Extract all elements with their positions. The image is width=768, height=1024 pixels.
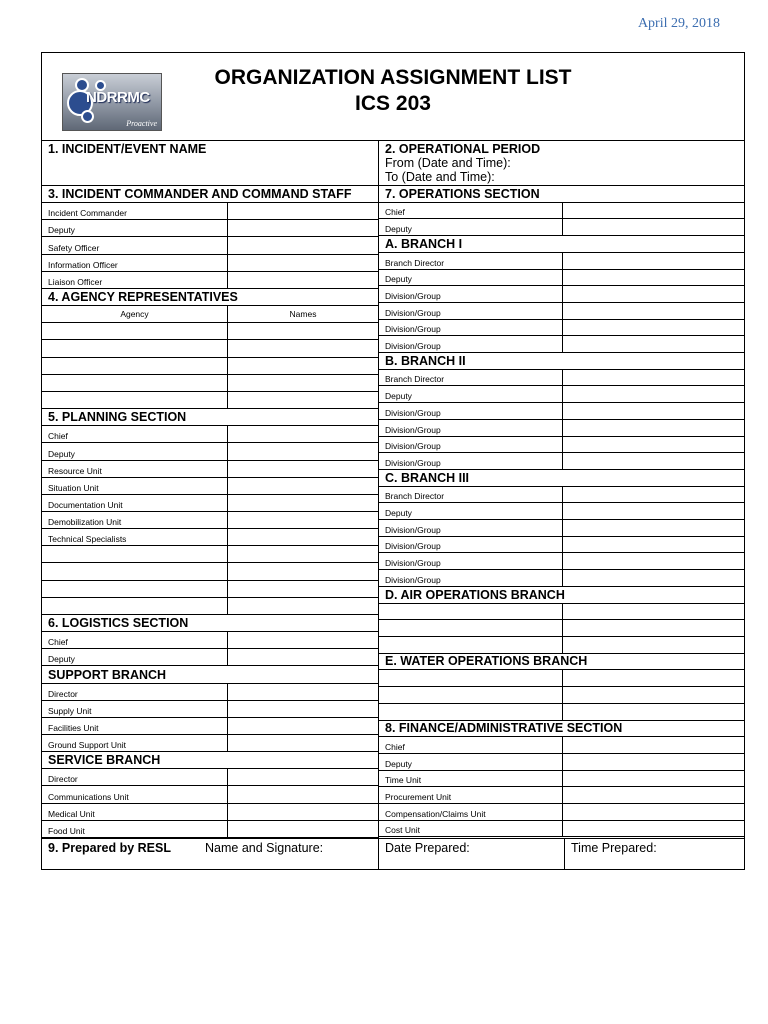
name-input-cell[interactable] (563, 370, 744, 386)
name-input-cell[interactable] (563, 637, 744, 653)
position-label: Division/Group (379, 453, 563, 469)
assignment-row (42, 443, 378, 460)
name-input-cell[interactable] (563, 737, 744, 753)
name-input-cell[interactable] (228, 358, 378, 374)
assignment-row (379, 553, 744, 570)
prepared-by-row (42, 838, 744, 869)
name-input-cell[interactable] (563, 270, 744, 286)
position-label (42, 340, 228, 356)
assignment-row (379, 487, 744, 504)
name-input-cell[interactable] (563, 420, 744, 436)
position-label: Chief (379, 737, 563, 753)
assignment-row (42, 649, 378, 666)
name-input-cell[interactable] (563, 553, 744, 569)
position-label: Resource Unit (42, 461, 228, 477)
name-input-cell[interactable] (563, 303, 744, 319)
assignment-row (379, 620, 744, 637)
name-input-cell[interactable] (228, 426, 378, 442)
right-column (379, 186, 744, 838)
name-input-cell[interactable] (563, 771, 744, 787)
position-label: Division/Group (379, 286, 563, 302)
assignment-row (379, 704, 744, 721)
assignment-row (379, 637, 744, 654)
title-line-1: ORGANIZATION ASSIGNMENT LIST (214, 66, 572, 89)
position-label: Deputy (42, 443, 228, 459)
position-label: Division/Group (379, 420, 563, 436)
name-input-cell[interactable] (228, 718, 378, 734)
name-input-cell[interactable] (563, 537, 744, 553)
assignment-row (379, 420, 744, 437)
name-input-cell[interactable] (228, 529, 378, 545)
name-input-cell[interactable] (228, 546, 378, 562)
position-label: Director (42, 769, 228, 785)
name-input-cell[interactable] (228, 375, 378, 391)
assignment-row (42, 769, 378, 786)
position-label: Deputy (379, 503, 563, 519)
name-input-cell[interactable] (563, 487, 744, 503)
position-label: Food Unit (42, 821, 228, 837)
name-input-cell[interactable] (228, 255, 378, 271)
assignment-row (379, 253, 744, 270)
position-label (379, 604, 563, 620)
section-heading: B. BRANCH II (379, 353, 744, 370)
section-heading: 6. LOGISTICS SECTION (42, 615, 378, 632)
logo-tagline: Proactive (126, 119, 157, 128)
assignment-row (379, 503, 744, 520)
document-date: April 29, 2018 (637, 16, 720, 31)
assignment-row (42, 684, 378, 701)
name-input-cell[interactable] (228, 392, 378, 408)
assignment-row (42, 786, 378, 803)
assignment-row (42, 340, 378, 357)
assignment-row (379, 570, 744, 587)
name-input-cell[interactable] (563, 754, 744, 770)
assignment-row (379, 320, 744, 337)
assignment-row (379, 670, 744, 687)
assignment-row (42, 358, 378, 375)
assignment-row (379, 286, 744, 303)
name-input-cell[interactable] (228, 563, 378, 579)
section-heading: 7. OPERATIONS SECTION (379, 186, 744, 203)
position-label: Chief (379, 203, 563, 219)
assignment-row (42, 392, 378, 409)
position-label (42, 598, 228, 614)
position-label: Demobilization Unit (42, 512, 228, 528)
position-label: Incident Commander (42, 203, 228, 219)
assignment-columns (42, 186, 744, 838)
assignment-row (42, 529, 378, 546)
assignment-row (42, 512, 378, 529)
name-input-cell[interactable] (228, 632, 378, 648)
position-label: Agency (42, 306, 228, 322)
date-prepared-field[interactable]: Date Prepared: (379, 839, 565, 869)
position-label: Chief (42, 632, 228, 648)
position-label: Division/Group (379, 403, 563, 419)
names-column-label: Names (289, 309, 317, 320)
assignment-row (42, 821, 378, 838)
position-label: Division/Group (379, 336, 563, 352)
position-label: Deputy (379, 219, 563, 235)
position-label: Deputy (379, 386, 563, 402)
position-label (42, 375, 228, 391)
assignment-row (42, 426, 378, 443)
assignment-row (379, 771, 744, 788)
name-input-cell[interactable] (563, 503, 744, 519)
section-heading: C. BRANCH III (379, 470, 744, 487)
position-label: Branch Director (379, 487, 563, 503)
assignment-row (42, 272, 378, 289)
name-input-cell[interactable] (228, 323, 378, 339)
assignment-row (379, 537, 744, 554)
assignment-row (42, 495, 378, 512)
name-input-cell[interactable] (563, 704, 744, 720)
position-label: Division/Group (379, 437, 563, 453)
title-line-2: ICS 203 (355, 92, 431, 115)
position-label: Technical Specialists (42, 529, 228, 545)
name-input-cell[interactable] (563, 219, 744, 235)
position-label (379, 670, 563, 686)
name-input-cell[interactable] (228, 769, 378, 785)
position-label: Information Officer (42, 255, 228, 271)
position-label: Liaison Officer (42, 272, 228, 288)
assignment-row (379, 386, 744, 403)
operational-period-to: To (Date and Time): (385, 170, 495, 184)
section-heading: 4. AGENCY REPRESENTATIVES (42, 289, 378, 306)
assignment-row (42, 701, 378, 718)
position-label: Communications Unit (42, 786, 228, 802)
assignment-row (42, 203, 378, 220)
name-input-cell[interactable] (228, 649, 378, 665)
assignment-row (379, 336, 744, 353)
incident-row (42, 141, 744, 186)
prepared-by-label: 9. Prepared by RESL (48, 840, 171, 855)
name-input-cell[interactable] (228, 786, 378, 802)
position-label: Documentation Unit (42, 495, 228, 511)
position-label (42, 581, 228, 597)
name-input-cell[interactable] (228, 203, 378, 219)
position-label (379, 704, 563, 720)
position-label (379, 637, 563, 653)
assignment-row (379, 203, 744, 220)
assignment-row (42, 237, 378, 254)
position-label: Time Unit (379, 771, 563, 787)
form-header (42, 53, 744, 141)
name-input-cell[interactable] (563, 670, 744, 686)
assignment-row (42, 546, 378, 563)
name-input-cell[interactable] (563, 203, 744, 219)
name-input-cell[interactable] (228, 701, 378, 717)
position-label: Safety Officer (42, 237, 228, 253)
assignment-row (42, 563, 378, 580)
name-input-cell[interactable] (228, 581, 378, 597)
name-input-cell[interactable] (228, 684, 378, 700)
operational-period-from: From (Date and Time): (385, 156, 511, 170)
page-title (42, 65, 744, 117)
assignment-row (42, 804, 378, 821)
name-input-cell[interactable] (563, 320, 744, 336)
section-heading: 5. PLANNING SECTION (42, 409, 378, 426)
name-input-cell[interactable] (228, 495, 378, 511)
position-label: Cost Unit (379, 821, 563, 837)
assignment-row (42, 478, 378, 495)
position-label: Director (42, 684, 228, 700)
name-input-cell[interactable] (228, 443, 378, 459)
assignment-row (379, 804, 744, 821)
operational-period-field[interactable] (379, 141, 744, 185)
name-input-cell[interactable] (563, 787, 744, 803)
assignment-row (42, 581, 378, 598)
position-label: Division/Group (379, 520, 563, 536)
name-input-cell[interactable] (563, 687, 744, 703)
position-label: Supply Unit (42, 701, 228, 717)
name-input-cell[interactable] (563, 336, 744, 352)
name-input-cell[interactable] (228, 220, 378, 236)
assignment-row (42, 461, 378, 478)
assignment-row (379, 437, 744, 454)
assignment-row (42, 375, 378, 392)
position-label (379, 620, 563, 636)
assignment-row (42, 718, 378, 735)
name-input-cell[interactable] (228, 821, 378, 837)
position-label: Branch Director (379, 370, 563, 386)
position-label: Division/Group (379, 303, 563, 319)
position-label (42, 563, 228, 579)
section-heading: SUPPORT BRANCH (42, 666, 378, 683)
name-input-cell[interactable] (228, 461, 378, 477)
name-input-cell[interactable] (228, 272, 378, 288)
position-label: Division/Group (379, 320, 563, 336)
assignment-row (379, 370, 744, 387)
assignment-row (42, 632, 378, 649)
name-input-cell[interactable] (228, 598, 378, 614)
name-input-cell[interactable] (563, 437, 744, 453)
section-heading: 8. FINANCE/ADMINISTRATIVE SECTION (379, 721, 744, 738)
position-label: Facilities Unit (42, 718, 228, 734)
assignment-row (42, 220, 378, 237)
name-input-cell[interactable] (228, 804, 378, 820)
position-label: Compensation/Claims Unit (379, 804, 563, 820)
name-input-cell[interactable] (563, 821, 744, 837)
assignment-row (42, 735, 378, 752)
position-label: Situation Unit (42, 478, 228, 494)
assignment-row (379, 821, 744, 838)
position-label: Chief (42, 426, 228, 442)
assignment-row (379, 737, 744, 754)
position-label: Deputy (42, 220, 228, 236)
time-prepared-field[interactable]: Time Prepared: (571, 840, 657, 855)
left-column (42, 186, 379, 838)
section-heading: D. AIR OPERATIONS BRANCH (379, 587, 744, 604)
name-input-cell[interactable] (228, 735, 378, 751)
section-heading: 3. INCIDENT COMMANDER AND COMMAND STAFF (42, 186, 378, 203)
assignment-row (379, 520, 744, 537)
assignment-row (42, 323, 378, 340)
position-label: Deputy (42, 649, 228, 665)
assignment-row (379, 219, 744, 236)
assignment-row (379, 787, 744, 804)
logo-text: NDRRMC (86, 89, 150, 106)
name-input-cell[interactable] (563, 520, 744, 536)
name-input-cell[interactable] (563, 453, 744, 469)
position-label: Medical Unit (42, 804, 228, 820)
operational-period-heading: 2. OPERATIONAL PERIOD (385, 142, 541, 156)
assignment-row (42, 255, 378, 272)
assignment-row (379, 687, 744, 704)
name-input-cell[interactable] (563, 804, 744, 820)
ics-203-form (41, 52, 745, 870)
position-label: Division/Group (379, 553, 563, 569)
position-label: Procurement Unit (379, 787, 563, 803)
position-label: Division/Group (379, 537, 563, 553)
position-label: Deputy (379, 270, 563, 286)
assignment-row (379, 403, 744, 420)
section-heading: A. BRANCH I (379, 236, 744, 253)
assignment-row (379, 754, 744, 771)
position-label (42, 392, 228, 408)
section-heading: E. WATER OPERATIONS BRANCH (379, 654, 744, 671)
position-label: Deputy (379, 754, 563, 770)
agency-header-row (42, 306, 378, 323)
assignment-row (379, 604, 744, 621)
name-input-cell[interactable] (563, 253, 744, 269)
name-input-cell[interactable] (563, 620, 744, 636)
incident-name-field[interactable]: 1. INCIDENT/EVENT NAME (42, 141, 379, 185)
name-input-cell[interactable] (563, 286, 744, 302)
assignment-row (42, 598, 378, 615)
name-input-cell[interactable] (563, 403, 744, 419)
name-input-cell[interactable] (228, 512, 378, 528)
position-label: Division/Group (379, 570, 563, 586)
assignment-row (379, 303, 744, 320)
position-label: Branch Director (379, 253, 563, 269)
position-label (42, 323, 228, 339)
name-input-cell[interactable] (228, 340, 378, 356)
assignment-row (379, 270, 744, 287)
section-heading: SERVICE BRANCH (42, 752, 378, 769)
position-label (379, 687, 563, 703)
name-input-cell[interactable] (563, 570, 744, 586)
position-label (42, 358, 228, 374)
name-input-cell[interactable] (563, 386, 744, 402)
name-input-cell[interactable] (563, 604, 744, 620)
name-input-cell[interactable] (228, 478, 378, 494)
position-label: Ground Support Unit (42, 735, 228, 751)
name-input-cell[interactable] (228, 237, 378, 253)
name-signature-field[interactable]: Name and Signature: (205, 840, 324, 855)
assignment-row (379, 453, 744, 470)
position-label (42, 546, 228, 562)
